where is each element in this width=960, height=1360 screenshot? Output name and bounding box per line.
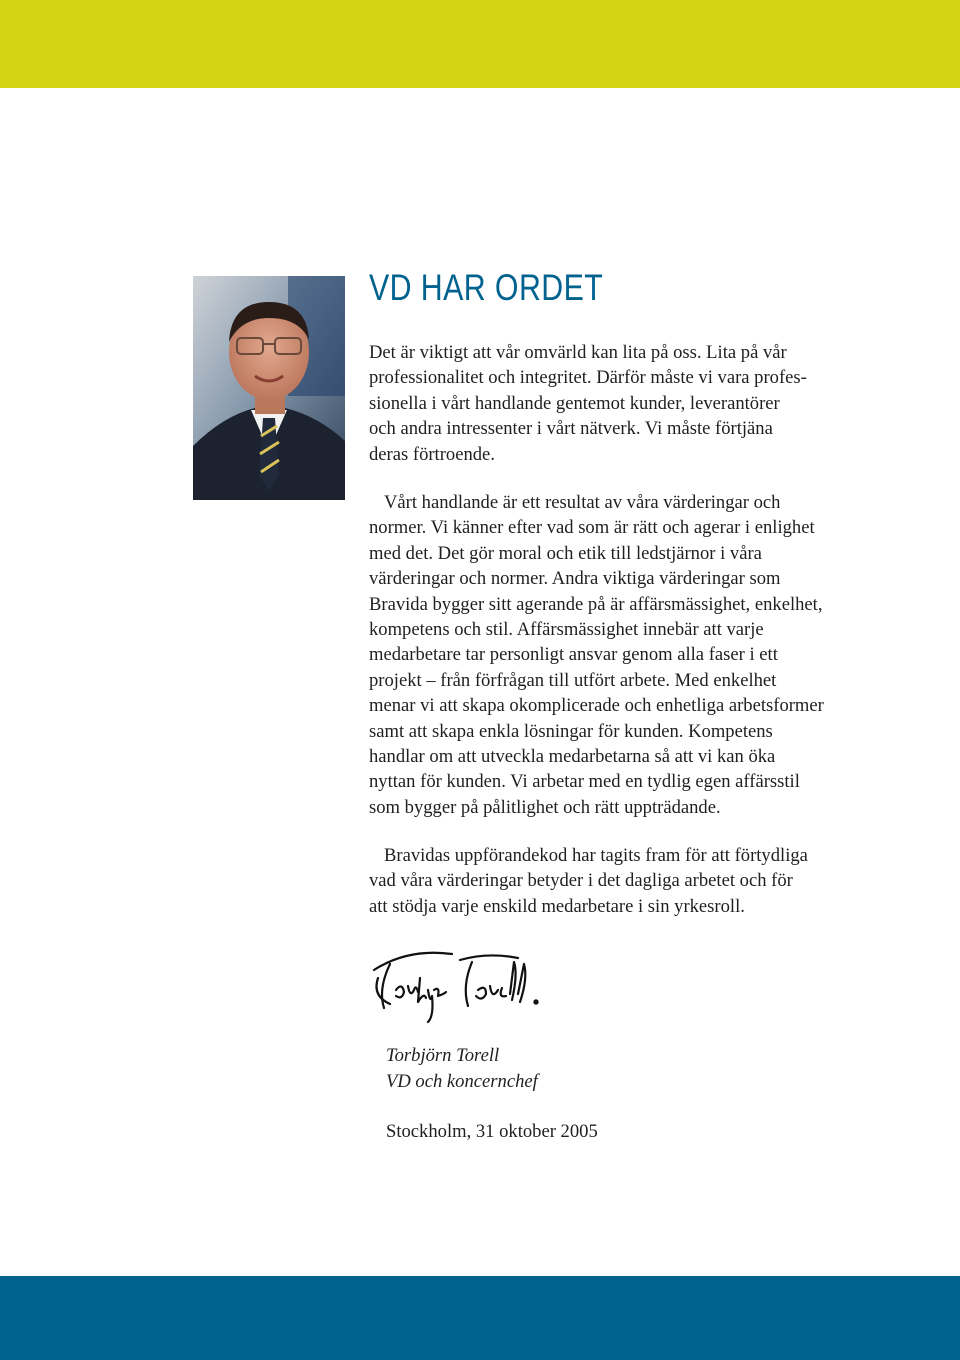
text-line: sionella i vårt handlande gentemot kunder, leverantörer	[369, 392, 780, 414]
bottom-color-band	[0, 1276, 960, 1360]
ceo-portrait-photo	[193, 276, 345, 500]
text-line: Det är viktigt att vår omvärld kan lita på oss. Lita på vår	[369, 342, 787, 363]
text-line: Bravida bygger sitt agerande på är affärsmässighet, enkelhet,	[369, 593, 823, 615]
text-line: normer. Vi känner efter vad som är rätt och agerar i enlighet	[369, 517, 815, 539]
values-paragraph	[369, 490, 824, 820]
handwritten-signature	[368, 944, 548, 1026]
signatory-name: Torbjörn Torell	[386, 1045, 500, 1066]
text-line: professionalitet och integritet. Därför måste vi vara profes-	[369, 367, 807, 389]
text-line: vad våra värderingar betyder i det dagliga arbetet och för	[369, 870, 793, 892]
text-line: Bravidas uppförandekod har tagits fram för att förtydliga	[384, 845, 808, 866]
text-line: kompetens och stil. Affärsmässighet innebär att varje	[369, 619, 764, 641]
text-line: att stödja varje enskild medarbetare i sin yrkesroll.	[369, 895, 745, 917]
text-line: nyttan för kunden. Vi arbetar med en tydlig egen affärsstil	[369, 771, 800, 793]
text-line: samt att skapa enkla lösningar för kunden. Kompetens	[369, 720, 773, 742]
intro-paragraph	[369, 340, 807, 467]
code-of-conduct-paragraph	[369, 843, 808, 919]
text-line: värderingar och normer. Andra viktiga värderingar som	[369, 568, 781, 590]
text-line: menar vi att skapa okomplicerade och enhetliga arbetsformer	[369, 695, 824, 717]
page-heading: VD HAR ORDET	[369, 267, 604, 308]
text-line: och andra intressenter i vårt nätverk. Vi måste förtjäna	[369, 418, 773, 440]
text-line: medarbetare tar personligt ansvar genom alla faser i ett	[369, 644, 778, 666]
text-line: handlar om att utveckla medarbetarna så att vi kan öka	[369, 746, 776, 768]
top-color-band	[0, 0, 960, 88]
text-line: som bygger på pålitlighet och rätt uppträdande.	[369, 796, 721, 818]
place-and-date: Stockholm, 31 oktober 2005	[386, 1121, 598, 1142]
text-line: projekt – från förfrågan till utfört arbete. Med enkelhet	[369, 669, 777, 691]
text-line: deras förtroende.	[369, 443, 495, 465]
text-line: Vårt handlande är ett resultat av våra värderingar och	[384, 492, 781, 513]
signatory-title: VD och koncernchef	[386, 1071, 538, 1092]
text-line: med det. Det gör moral och etik till ledstjärnor i våra	[369, 542, 762, 564]
